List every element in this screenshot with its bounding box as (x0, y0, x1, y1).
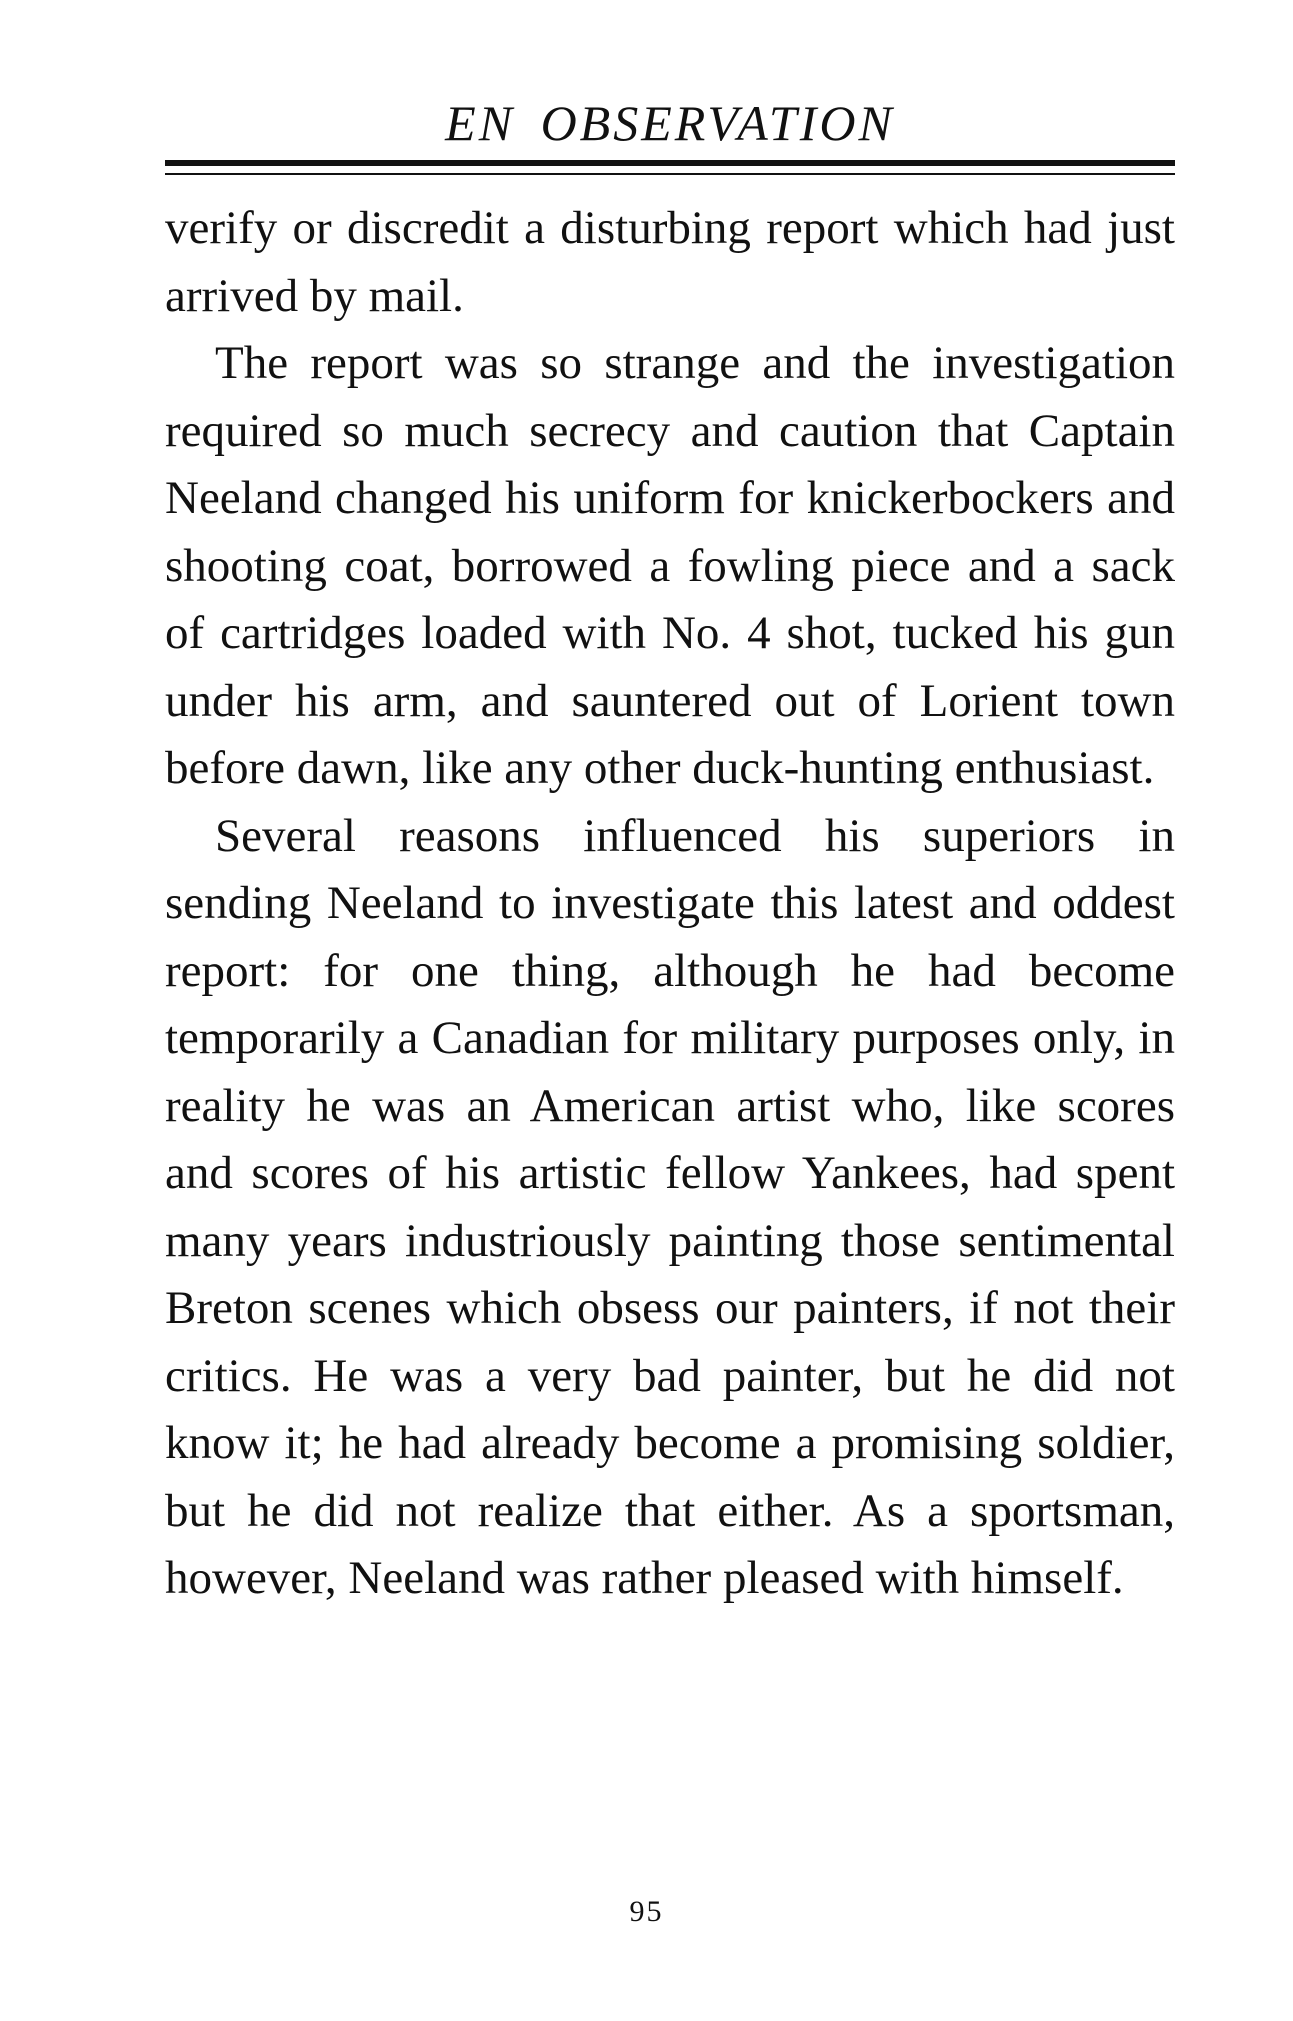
paragraph-continued: verify or discredit a disturbing report which had just arrived by mail. (165, 202, 1175, 322)
body-text (165, 195, 1175, 1613)
running-head-title: EN OBSERVATION (445, 95, 895, 151)
book-page (165, 80, 1175, 1613)
header-rule-thick (165, 160, 1175, 166)
header-rule-thin (165, 173, 1175, 175)
paragraph: The report was so strange and the investigation required so much secrecy and caution that Captain Neeland changed his uniform for knickerbockers and shooting coat, borrowed a fowling piece and a sack of cartridges loaded with No. 4 shot, tucked his gun under his arm, and sauntered out of Lorient town before dawn, like any other duck-hunting enthusiast. (165, 337, 1175, 794)
page-number: 95 (629, 1895, 664, 1928)
paragraph: Several reasons influenced his superiors in sending Neeland to investigate this latest and oddest report: for one thing, although he had become temporarily a Canadian for military purposes only, in reality he was an American artist who, like scores and scores of his artistic fellow Yankees, had spent many years industriously painting those sentimental Breton scenes which obsess our painters, if not their critics. He was a very bad painter, but he did not know it; he had already become a promising soldier, but he did not realize that either. As a sportsman, however, Neeland was rather pleased with himself. (165, 809, 1175, 1604)
